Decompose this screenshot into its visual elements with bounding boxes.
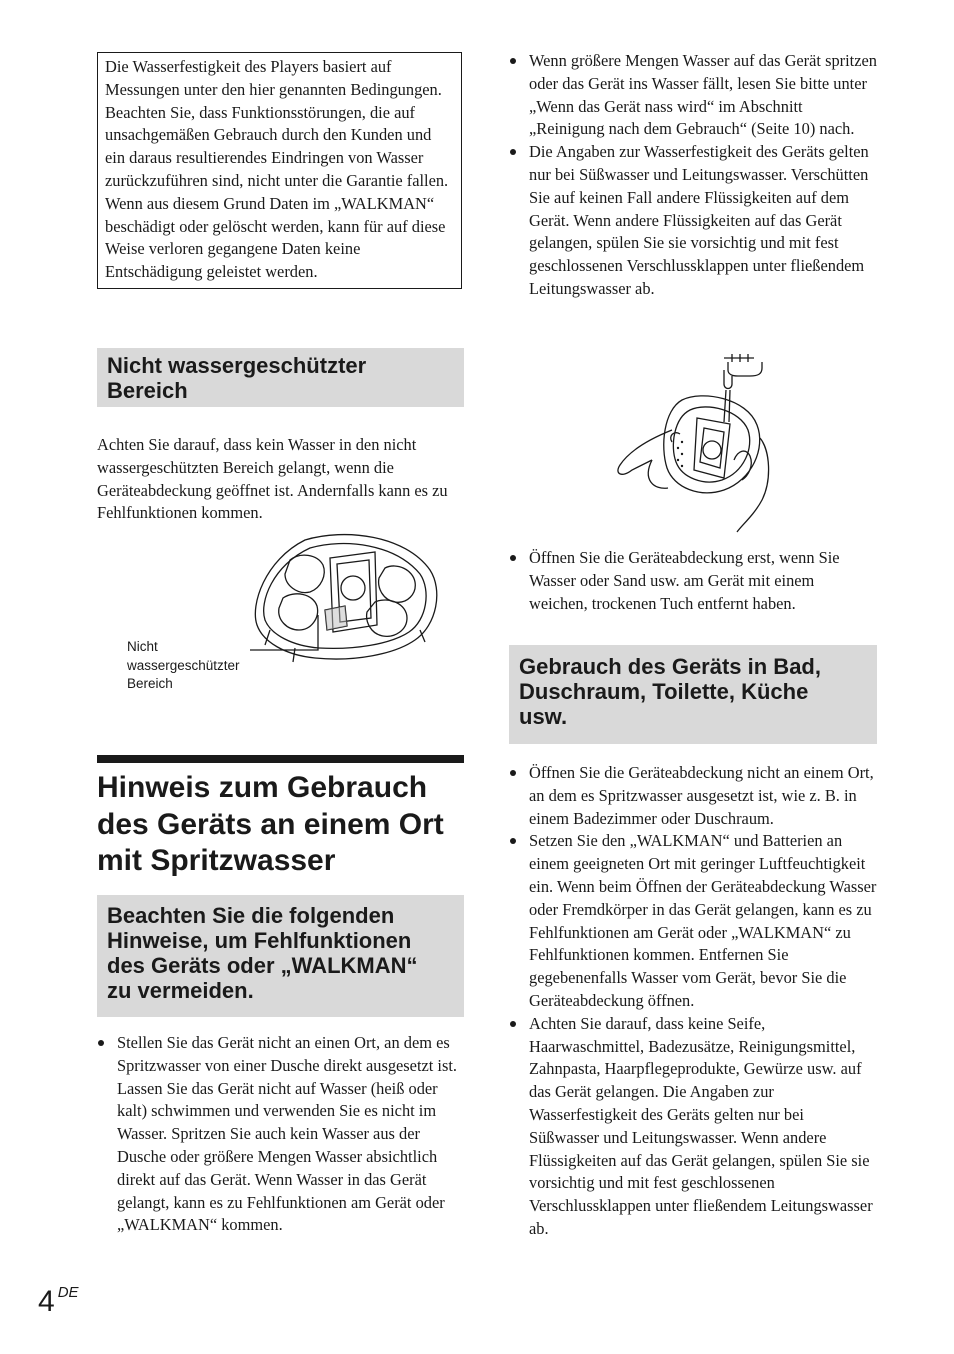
heading-line: Nicht wassergeschützter [107,353,367,378]
bathroom-list [509,762,877,1241]
page-language-code: DE [57,1284,79,1301]
heading-line: Beachten Sie die folgenden [107,903,395,928]
page-number [38,1284,79,1319]
heading-line: Duschraum, Toilette, Küche [519,679,809,704]
heading-avoid-malfunction [97,895,464,1017]
caption-line: Nicht [127,639,158,654]
list-item: Setzen Sie den „WALKMAN“ und Batterien an einem geeigneten Ort mit geringer Luftfeuchtigkeit ein. Wenn beim Öffnen der Geräteabdeckung Wasser oder Fremdkörper in das Gerät gelangen, kann es zu Fehlfunktionen am Gerät oder „WALKMAN“ zu Fehlfunktionen kommen. Entfernen Sie gegebenenfalls Wasser vom Gerät, bevor Sie die Geräteabdeckung öffnen. [509,830,877,1012]
heading-line: Bereich [107,378,188,403]
list-item: Die Angaben zur Wasserfestigkeit des Geräts gelten nur bei Süßwasser und Leitungswasser. Verschütten Sie auf keinen Fall andere Flüssigkeiten auf dem Gerät. Wenn andere Flüssigkeiten auf das Gerät gelangen, spülen Sie sie vorsichtig und mit fest geschlossenen Verschlussklappen unter fließendem Leitungswasser ab. [509,141,877,301]
heading-line: Hinweise, um Fehlfunktionen [107,928,412,953]
unprotected-area-text: Achten Sie darauf, dass kein Wasser in den nicht wassergeschützten Bereich gelangt, wenn die Geräteabdeckung geöffnet ist. Andernfalls kann es zu Fehlfunktionen kommen. [97,435,448,523]
section-rule [97,755,464,763]
caption-line: Bereich [127,676,173,691]
list-item: Achten Sie darauf, dass keine Seife, Haarwaschmittel, Badezusätze, Reinigungsmittel, Zahnpasta, Haarpflegeprodukte, Gewürze usw. auf das Gerät gelangen. Die Angaben zur Wasserfestigkeit des Geräts gelten nur bei Süßwasser und Leitungswasser. Wenn andere Flüssigkeiten auf das Gerät gelangen, spülen Sie sie vorsichtig und mit fest geschlossenen Verschlussklappen unter fließendem Leitungswasser ab. [509,1013,877,1241]
avoid-list-left [97,1032,464,1237]
heading-line: des Geräts oder „WALKMAN“ [107,953,418,978]
heading-line: zu vermeiden. [107,978,254,1003]
list-item: Öffnen Sie die Geräteabdeckung nicht an einem Ort, an dem es Spritzwasser ausgesetzt ist, wie z. B. in einem Badezimmer oder Duschraum. [509,762,877,830]
title-line: mit Spritzwasser [97,844,336,877]
list-item: Wenn größere Mengen Wasser auf das Gerät spritzen oder das Gerät ins Wasser fällt, lesen Sie bitte unter „Wenn das Gerät nass wird“ im Abschnitt „Reinigung nach dem Gebrauch“ (Seite 10) nach. [509,50,877,141]
unprotected-area-caption [127,638,240,694]
heading-line: Gebrauch des Geräts in Bad, [519,654,821,679]
avoid-list-right [509,50,877,301]
avoid-list-right-2 [509,547,877,615]
caption-line: wassergeschützter [127,657,240,673]
note-paragraph-2: Wenn aus diesem Grund Daten im „WALKMAN“ beschädigt oder gelöscht werden, kann für auf diese Weise verloren gegangene Daten keine Entschädigung geleistet werden. [105,193,446,282]
heading-line: usw. [519,704,568,729]
rinsing-under-tap-illustration [612,350,777,535]
warranty-note-box [97,52,462,289]
title-line: Hinweis zum Gebrauch [97,771,428,804]
page-title [97,770,464,880]
list-item: Stellen Sie das Gerät nicht an einen Ort, an dem es Spritzwasser von einer Dusche direkt ausgesetzt ist. Lassen Sie das Gerät nicht auf Wasser (heiß oder kalt) schwimmen und verwenden Sie es nicht im Wasser. Spritzen Sie auch kein Wasser aus der Dusche oder größere Mengen Wasser absichtlich direkt auf das Gerät. Wenn Wasser in das Gerät gelangt, kann es zu Fehlfunktionen am Gerät oder „WALKMAN“ kommen. [97,1032,464,1237]
note-paragraph-1: Die Wasserfestigkeit des Players basiert auf Messungen unter den hier genannten Bedingungen. Beachten Sie, dass Funktionsstörungen, die auf unsachgemäßen Gebrauch durch den Kunden und ein daraus resultierendes Eindringen von Wasser zurückzuführen sind, nicht unter die Garantie fallen. [105,57,449,190]
caption-leader-line [250,605,340,655]
title-line: des Geräts an einem Ort [97,807,444,841]
heading-bathroom-use [509,645,877,744]
heading-unprotected-area [97,348,464,407]
page-number-value: 4 [38,1285,55,1318]
list-item: Öffnen Sie die Geräteabdeckung erst, wenn Sie Wasser oder Sand usw. am Gerät mit einem weichen, trockenen Tuch entfernt haben. [509,547,877,615]
